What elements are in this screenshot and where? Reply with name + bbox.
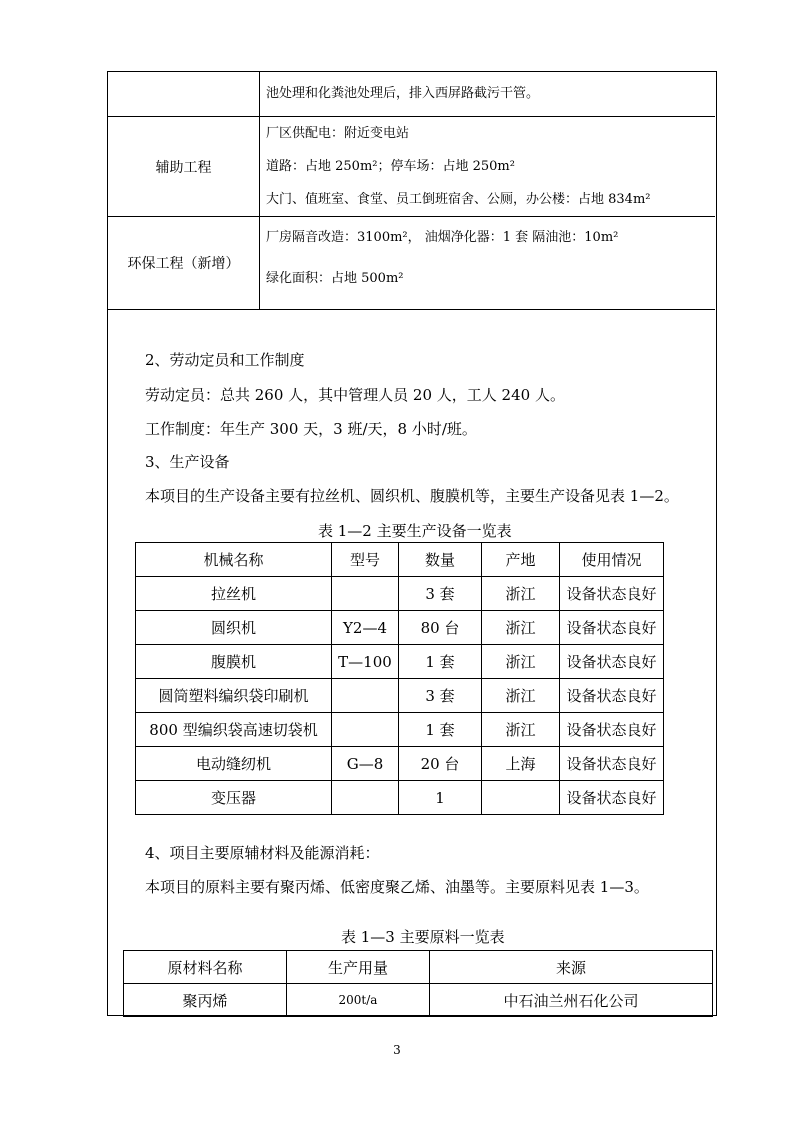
- aux-engineering-cell: [260, 117, 716, 217]
- cell-quantity: 3 套: [399, 577, 482, 611]
- cell-status: 设备状态良好: [560, 679, 664, 713]
- cell-usage: 200t/a: [287, 984, 430, 1017]
- table-row: [136, 611, 664, 645]
- cell-material: 聚丙烯: [124, 984, 287, 1017]
- drainage-cell: [260, 72, 716, 117]
- section4-title: 4、项目主要原辅材料及能源消耗：: [145, 844, 380, 862]
- cell-status: 设备状态良好: [560, 611, 664, 645]
- materials-table-caption: 表 1—3 主要原料一览表: [341, 928, 505, 946]
- cell-status: 设备状态良好: [560, 747, 664, 781]
- project-composition-table: [108, 72, 715, 310]
- table-row: [136, 747, 664, 781]
- cell-origin: 浙江: [482, 577, 560, 611]
- table-row: [124, 984, 713, 1017]
- col-header-origin: 产地: [482, 543, 560, 577]
- cell-model: [332, 577, 399, 611]
- col-header-source: 来源: [430, 951, 713, 984]
- cell-origin: 浙江: [482, 679, 560, 713]
- cell-origin: 浙江: [482, 611, 560, 645]
- materials-intro: 本项目的原料主要有聚丙烯、低密度聚乙烯、油墨等。主要原料见表 1—3。: [145, 878, 649, 896]
- staff-text: 劳动定员：总共 260 人，其中管理人员 20 人，工人 240 人。: [145, 386, 565, 404]
- cell-name: 腹膜机: [136, 645, 332, 679]
- cell-source: 中石油兰州石化公司: [430, 984, 713, 1017]
- section3-title: 3、生产设备: [145, 453, 230, 471]
- cell-name: 800 型编织袋高速切袋机: [136, 713, 332, 747]
- col-header-model: 型号: [332, 543, 399, 577]
- cell-quantity: 1: [399, 781, 482, 815]
- drainage-text: 池处理和化粪池处理后，排入西屏路截污干管。: [266, 86, 540, 101]
- aux-line-power: 厂区供配电：附近变电站: [266, 126, 410, 141]
- col-header-usage: 生产用量: [287, 951, 430, 984]
- cell-quantity: 80 台: [399, 611, 482, 645]
- cell-name: 变压器: [136, 781, 332, 815]
- equipment-intro: 本项目的生产设备主要有拉丝机、圆织机、腹膜机等，主要生产设备见表 1—2。: [145, 487, 679, 505]
- cell-quantity: 3 套: [399, 679, 482, 713]
- cell-name: 拉丝机: [136, 577, 332, 611]
- cell-origin: [482, 781, 560, 815]
- cell-quantity: 20 台: [399, 747, 482, 781]
- col-header-material: 原材料名称: [124, 951, 287, 984]
- cell-status: 设备状态良好: [560, 577, 664, 611]
- col-header-quantity: 数量: [399, 543, 482, 577]
- col-header-name: 机械名称: [136, 543, 332, 577]
- aux-engineering-label: 辅助工程: [108, 117, 260, 217]
- table-row: [136, 645, 664, 679]
- empty-head-cell: [108, 72, 260, 117]
- env-line-soundproof: 厂房隔音改造：3100m²， 油烟净化器：1 套 隔油池：10m²: [266, 230, 619, 245]
- cell-model: [332, 781, 399, 815]
- materials-table: [123, 950, 713, 1017]
- equipment-table-caption: 表 1—2 主要生产设备一览表: [318, 522, 512, 540]
- equipment-header-row: [136, 543, 664, 577]
- cell-status: 设备状态良好: [560, 713, 664, 747]
- section2-title: 2、劳动定员和工作制度: [145, 351, 305, 369]
- cell-origin: 上海: [482, 747, 560, 781]
- env-engineering-cell: [260, 217, 716, 310]
- cell-model: [332, 679, 399, 713]
- materials-header-row: [124, 951, 713, 984]
- col-header-status: 使用情况: [560, 543, 664, 577]
- schedule-text: 工作制度：年生产 300 天，3 班/天，8 小时/班。: [145, 420, 477, 438]
- cell-name: 圆织机: [136, 611, 332, 645]
- env-line-green: 绿化面积：占地 500m²: [266, 271, 404, 286]
- cell-origin: 浙江: [482, 713, 560, 747]
- table-row: [136, 713, 664, 747]
- cell-status: 设备状态良好: [560, 645, 664, 679]
- aux-line-road: 道路：占地 250m²；停车场：占地 250m²: [266, 159, 515, 174]
- cell-model: [332, 713, 399, 747]
- page-number: 3: [393, 1043, 401, 1057]
- env-engineering-label: 环保工程（新增）: [108, 217, 260, 310]
- cell-quantity: 1 套: [399, 645, 482, 679]
- table-row: [136, 781, 664, 815]
- cell-model: G—8: [332, 747, 399, 781]
- cell-model: T—100: [332, 645, 399, 679]
- table-row: [136, 679, 664, 713]
- cell-origin: 浙江: [482, 645, 560, 679]
- cell-name: 圆筒塑料编织袋印刷机: [136, 679, 332, 713]
- cell-quantity: 1 套: [399, 713, 482, 747]
- cell-name: 电动缝纫机: [136, 747, 332, 781]
- cell-model: Y2—4: [332, 611, 399, 645]
- aux-line-buildings: 大门、值班室、食堂、员工倒班宿舍、公厕，办公楼：占地 834m²: [266, 192, 651, 207]
- table-row: [136, 577, 664, 611]
- equipment-table: [135, 542, 664, 815]
- cell-status: 设备状态良好: [560, 781, 664, 815]
